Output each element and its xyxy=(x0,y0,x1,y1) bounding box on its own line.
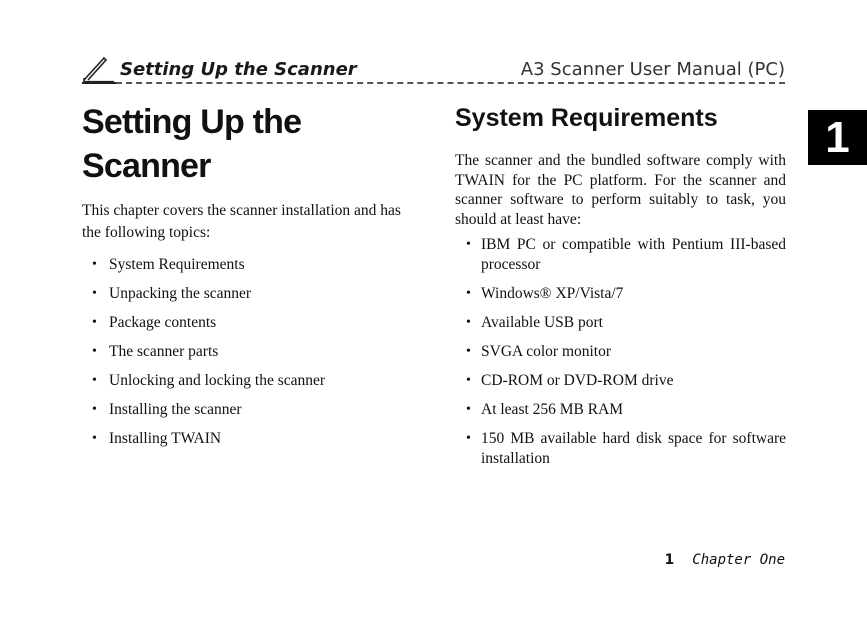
requirement-item: • SVGA color monitor xyxy=(466,343,612,360)
topic-list xyxy=(82,250,416,453)
topic-item: • Package contents xyxy=(92,308,416,337)
topic-item: • Installing TWAIN xyxy=(92,424,416,453)
topic-item: • Installing the scanner xyxy=(92,395,416,424)
bullet: • xyxy=(92,431,97,446)
page-number: 1 xyxy=(664,552,675,568)
requirement-item: • IBM PC or compatible with Pentium III-based processor xyxy=(466,236,786,273)
requirement-item: • Windows® XP/Vista/7 xyxy=(466,285,624,302)
bullet: • xyxy=(466,373,471,388)
bullet: • xyxy=(92,315,97,330)
page-footer xyxy=(665,551,785,569)
header-rule-solid xyxy=(82,82,116,84)
scanner-lid-icon xyxy=(82,52,116,86)
page-title: Setting Up the Scanner xyxy=(82,103,302,185)
running-header-manual-title: A3 Scanner User Manual (PC) xyxy=(520,59,785,80)
topic-item: • System Requirements xyxy=(92,250,416,279)
running-header-chapter: Setting Up the Scanner xyxy=(120,59,357,80)
topic-item: • Unlocking and locking the scanner xyxy=(92,366,416,395)
bullet: • xyxy=(466,286,471,301)
requirement-item: • CD-ROM or DVD-ROM drive xyxy=(466,372,674,389)
bullet: • xyxy=(92,373,97,388)
header-rule-dashed xyxy=(116,82,785,84)
footer-chapter-label: Chapter One xyxy=(692,552,785,568)
requirement-item: • Available USB port xyxy=(466,314,603,331)
bullet: • xyxy=(92,344,97,359)
chapter-intro: This chapter covers the scanner installation and has the following topics: xyxy=(82,202,401,241)
bullet: • xyxy=(466,315,471,330)
left-column xyxy=(82,100,416,453)
bullet: • xyxy=(466,237,471,252)
bullet: • xyxy=(466,402,471,417)
requirements-intro: The scanner and the bundled software comply with TWAIN for the PC platform. For the scanner and scanner software to perform suitably to task, you should at least have: xyxy=(455,152,786,228)
bullet: • xyxy=(92,257,97,272)
bullet: • xyxy=(466,431,471,446)
section-title: System Requirements xyxy=(455,104,718,132)
requirement-item: • At least 256 MB RAM xyxy=(466,401,624,418)
topic-item: • The scanner parts xyxy=(92,337,416,366)
requirement-item: • 150 MB available hard disk space for software installation xyxy=(466,430,786,467)
chapter-tab: 1 xyxy=(808,110,867,165)
bullet: • xyxy=(466,344,471,359)
bullet: • xyxy=(92,402,97,417)
bullet: • xyxy=(92,286,97,301)
right-column xyxy=(455,100,786,478)
requirements-list xyxy=(455,235,786,469)
topic-item: • Unpacking the scanner xyxy=(92,279,416,308)
